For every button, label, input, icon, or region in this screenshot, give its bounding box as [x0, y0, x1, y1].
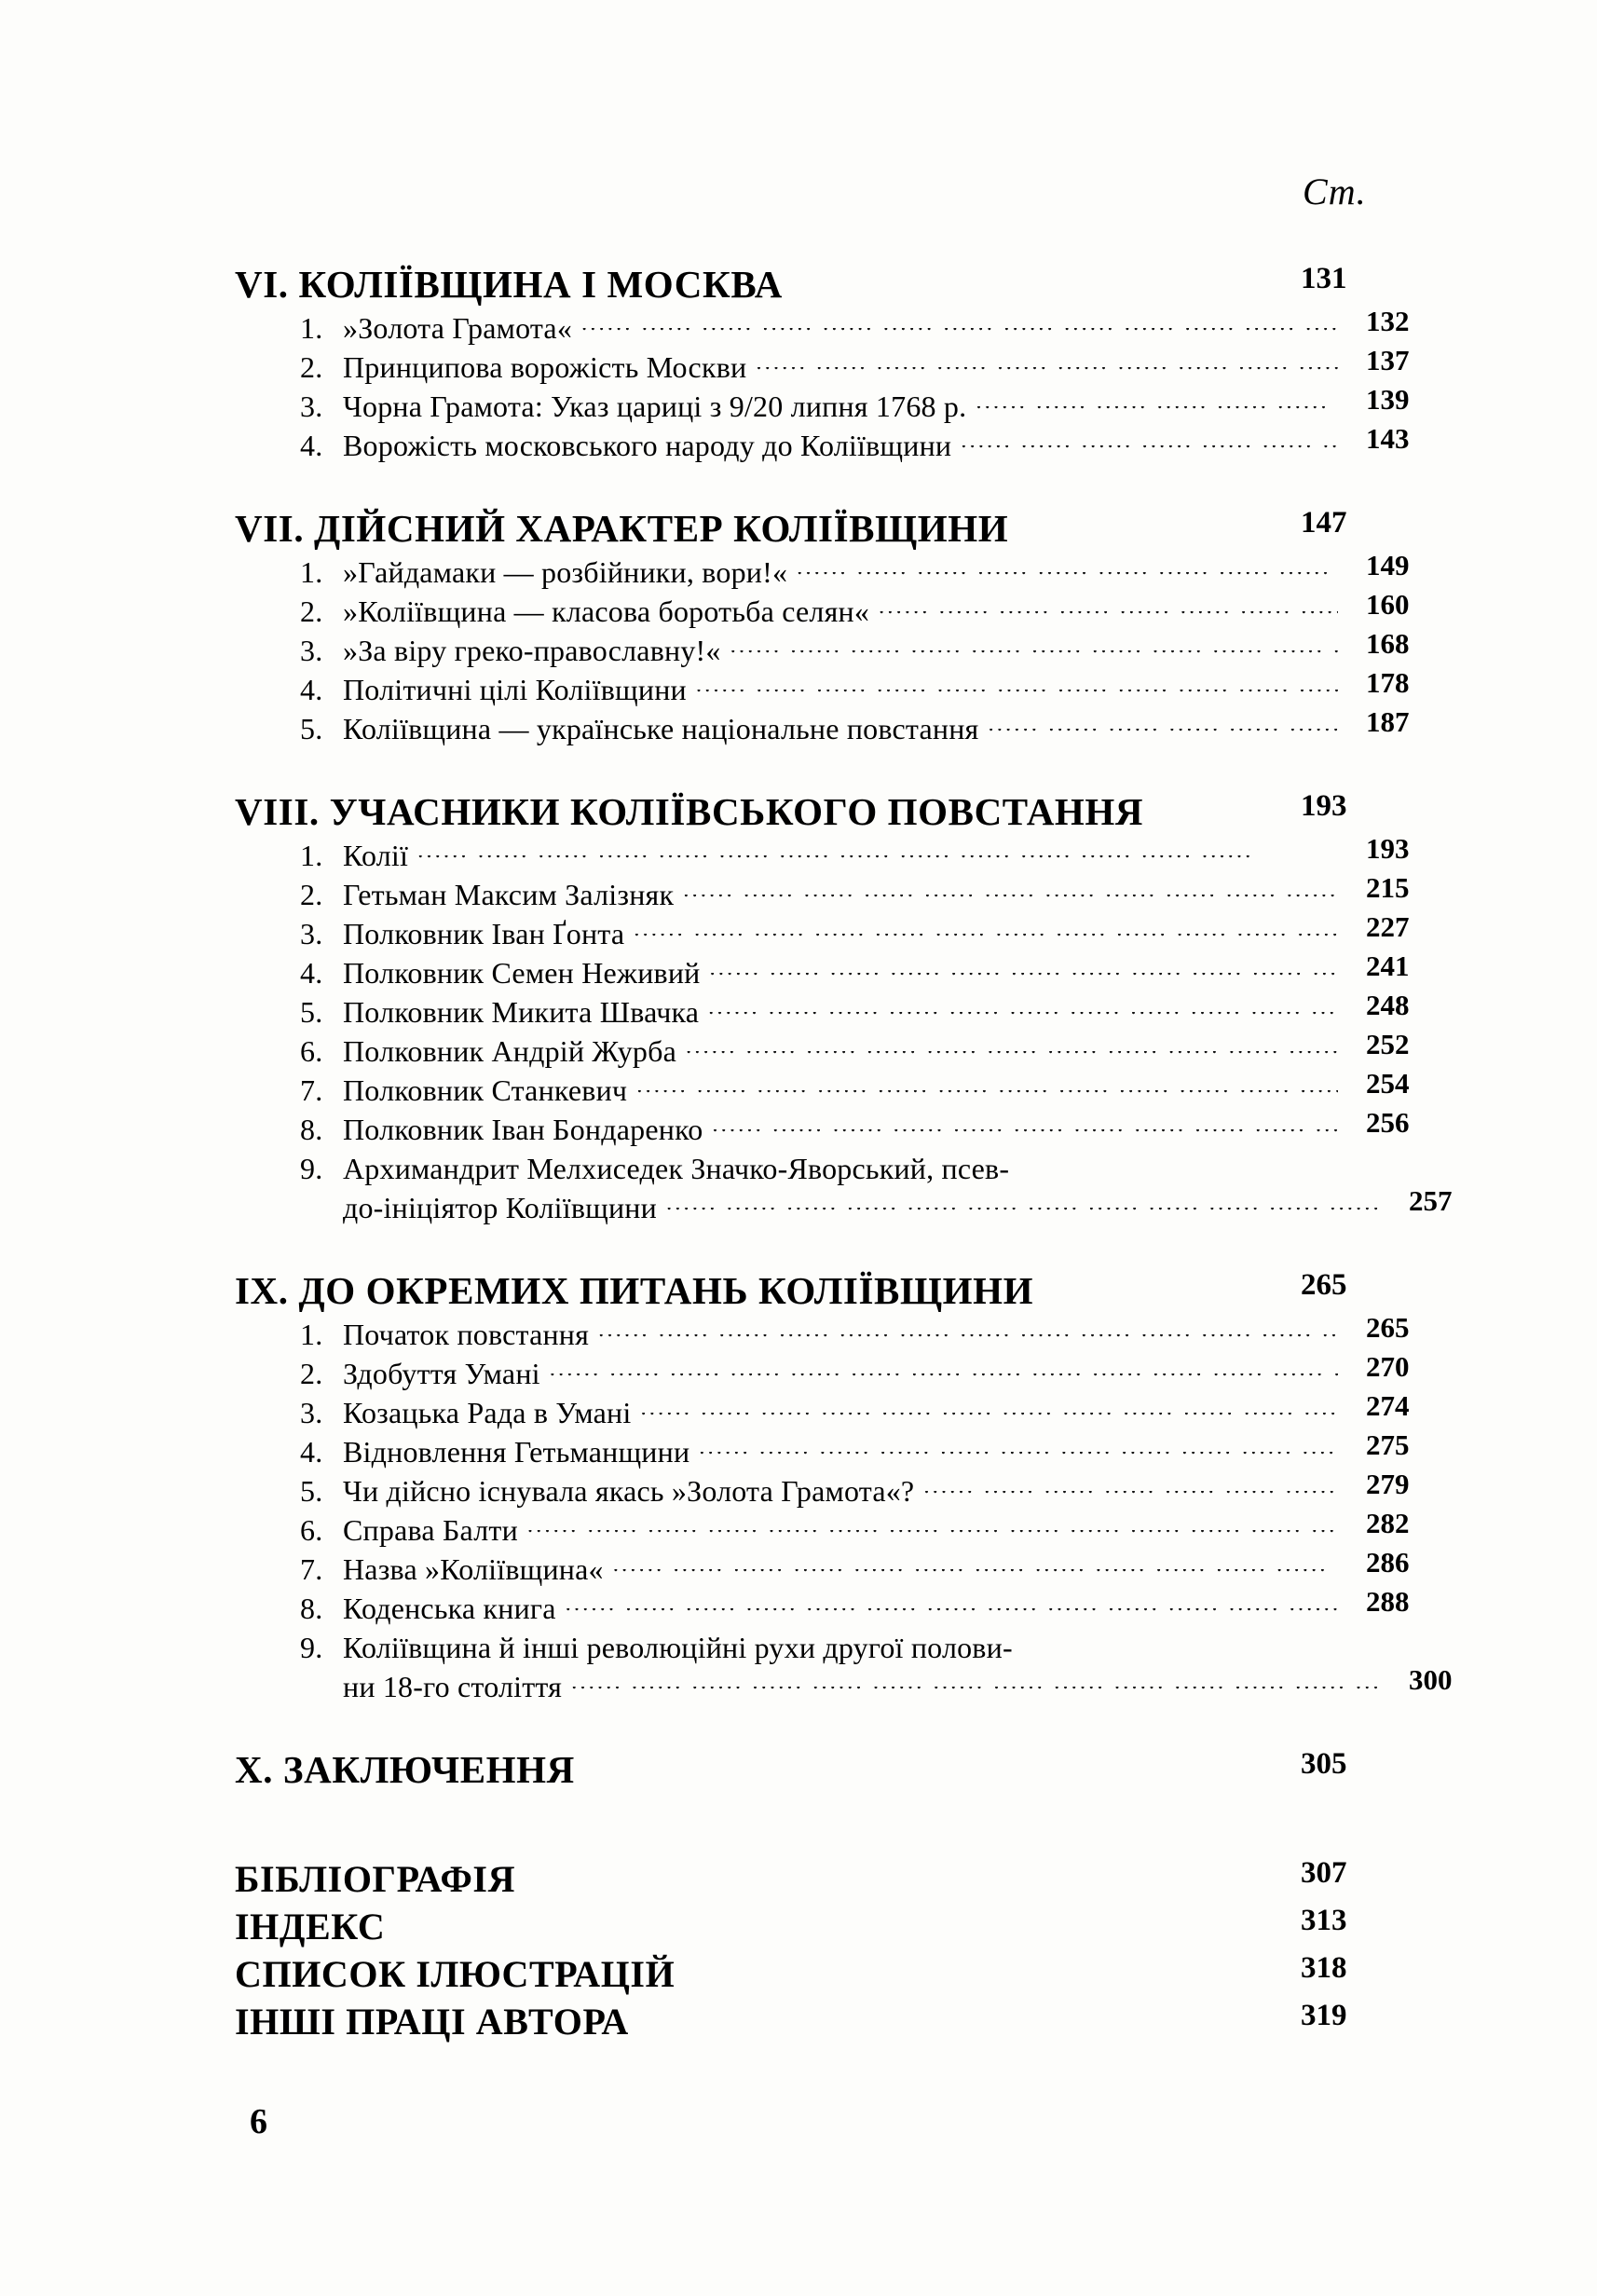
toc-item-label: 2. Принципова ворожість Москви [300, 350, 747, 384]
toc-section [235, 1739, 1383, 1789]
back-matter-row[interactable] [235, 1993, 1383, 2041]
toc-item-label: 4. Полковник Семен Неживий [300, 956, 701, 990]
folio-page-number: 6 [250, 2102, 267, 2141]
item-number: 9. [300, 1152, 323, 1185]
toc-item-label: 1. »Гайдамаки — розбійники, вори!« [300, 555, 788, 589]
toc-item-row[interactable] [235, 421, 1448, 460]
toc-item-row[interactable] [235, 665, 1448, 704]
toc-item-label: 2. »Коліївщина — класова боротьба селян« [300, 594, 870, 628]
toc-item-row[interactable] [235, 1506, 1448, 1545]
dot-leader [961, 445, 1338, 460]
dot-leader [566, 1608, 1338, 1623]
page-number: 193 [1366, 832, 1410, 865]
page-number: 313 [1301, 1904, 1347, 1937]
dot-leader [598, 1334, 1338, 1349]
back-matter-label: БІБЛІОГРАФІЯ [235, 1858, 516, 1900]
page-number: 307 [1301, 1856, 1347, 1890]
toc-item-row[interactable] [235, 1467, 1448, 1506]
item-number: 7. [300, 1073, 323, 1107]
toc-item-row[interactable] [235, 626, 1448, 665]
page-number: 147 [1301, 506, 1347, 540]
dot-leader [638, 2026, 1273, 2041]
dot-leader [666, 1208, 1381, 1223]
item-number: 4. [300, 956, 323, 990]
toc-item-row[interactable] [235, 587, 1448, 626]
toc-item-row[interactable] [235, 1545, 1448, 1584]
dot-leader [550, 1374, 1338, 1388]
back-matter-label: СПИСОК ІЛЮСТРАЦІЙ [235, 1953, 676, 1995]
item-number: 5. [300, 1474, 323, 1508]
toc-item-label: 5. Чи дійсно існувала якась »Золота Грамота«? [300, 1474, 915, 1508]
toc-item-row[interactable] [235, 704, 1448, 744]
page-number: 286 [1366, 1546, 1410, 1578]
item-number: 2. [300, 350, 323, 384]
dot-leader [584, 1774, 1273, 1789]
page-number: 143 [1366, 422, 1410, 455]
toc-item-row[interactable] [235, 1027, 1448, 1066]
dot-leader [696, 690, 1338, 704]
page-number: 132 [1366, 305, 1410, 337]
toc-item-row[interactable] [235, 1388, 1448, 1428]
toc-item-label: 4. Політичні цілі Коліївщини [300, 673, 687, 706]
page-number: 300 [1409, 1663, 1453, 1696]
item-number: 3. [300, 390, 323, 423]
back-matter-row[interactable] [235, 1946, 1383, 1993]
toc-item-row[interactable] [235, 1584, 1448, 1623]
toc-item-label: 9. Архимандрит Мелхиседек Значко-Яворський, псев- [300, 1152, 1010, 1185]
toc-item-label: 2. Гетьман Максим Залізняк [300, 878, 675, 911]
toc-item-label: 4. Відновлення Гетьманщини [300, 1435, 690, 1469]
toc-item-label: 6. Справа Балти [300, 1513, 518, 1547]
page-number: 270 [1366, 1350, 1410, 1383]
toc-item-row[interactable] [235, 382, 1448, 421]
dot-leader [613, 1569, 1338, 1584]
item-number: 6. [300, 1034, 323, 1068]
dot-leader [525, 1883, 1273, 1898]
dot-leader [879, 611, 1338, 626]
toc-item-row[interactable] [235, 1310, 1448, 1349]
page-number: 139 [1366, 383, 1410, 416]
toc-section [235, 781, 1453, 1224]
item-number: 4. [300, 673, 323, 706]
dot-leader [1022, 1647, 1338, 1662]
page-number: 160 [1366, 588, 1410, 621]
toc-item-continuation-label: до-ініціятор Коліївщини [343, 1191, 657, 1224]
toc-item-label: 5. Коліївщина — українське національне повстання [300, 712, 979, 745]
toc-item-row[interactable] [235, 1428, 1448, 1467]
dot-leader [1017, 533, 1273, 548]
chapter-heading-row[interactable] [235, 1260, 1383, 1310]
toc-item-row[interactable] [235, 1623, 1448, 1662]
item-number: 7. [300, 1552, 323, 1586]
toc-item-label: 9. Коліївщина й інші революційні рухи другої полови- [300, 1631, 1013, 1664]
dot-leader [417, 855, 1338, 870]
item-number: 4. [300, 429, 323, 462]
page-number: 275 [1366, 1428, 1410, 1461]
toc-item-row[interactable] [235, 870, 1448, 909]
toc-section [235, 1260, 1453, 1703]
item-number: 1. [300, 311, 323, 345]
back-matter-label: ІНДЕКС [235, 1906, 386, 1948]
toc-item-label: 2. Здобуття Умані [300, 1357, 540, 1390]
back-matter-row[interactable] [235, 1851, 1383, 1898]
dot-leader [988, 729, 1338, 744]
toc-item-label: 3. Чорна Грамота: Указ цариці з 9/20 липня 1768 р. [300, 390, 967, 423]
chapter-heading-row[interactable] [235, 498, 1383, 548]
page-number: 241 [1366, 950, 1410, 982]
chapter-title: VIII. УЧАСНИКИ КОЛІЇВСЬКОГО ПОВСТАННЯ [235, 790, 1144, 833]
chapter-heading-row[interactable] [235, 1739, 1383, 1789]
page-number: 252 [1366, 1028, 1410, 1060]
page-number: 319 [1301, 1999, 1347, 2032]
spacer [235, 1223, 1383, 1260]
item-number: 2. [300, 1357, 323, 1390]
dot-leader [571, 1687, 1381, 1702]
dot-leader [699, 1452, 1338, 1467]
page-number: 227 [1366, 910, 1410, 943]
toc-item-label: 1. Колії [300, 839, 409, 872]
page-number: 254 [1366, 1067, 1410, 1100]
dot-leader [756, 367, 1338, 382]
toc-item-row[interactable] [235, 548, 1448, 587]
page-number: 265 [1366, 1311, 1410, 1344]
toc-section [235, 253, 1410, 462]
page-number: 248 [1366, 989, 1410, 1021]
toc-item-continuation-row[interactable] [235, 1183, 1491, 1223]
dot-leader [730, 650, 1338, 665]
page-number: 193 [1301, 789, 1347, 823]
toc-item-label: 5. Полковник Микита Швачка [300, 995, 700, 1029]
item-number: 1. [300, 839, 323, 872]
page-number: 178 [1366, 666, 1410, 699]
chapter-title: IX. ДО ОКРЕМИХ ПИТАНЬ КОЛІЇВЩИНИ [235, 1269, 1034, 1312]
page-number: 256 [1366, 1106, 1410, 1139]
page-number: 257 [1409, 1184, 1453, 1217]
dot-leader [1018, 1168, 1338, 1183]
toc-item-label: 6. Полковник Андрій Журба [300, 1034, 677, 1068]
toc-item-row[interactable] [235, 343, 1448, 382]
item-number: 9. [300, 1631, 323, 1664]
page-number: 288 [1366, 1585, 1410, 1618]
dot-leader [683, 895, 1338, 909]
page-number: 305 [1301, 1747, 1347, 1781]
table-of-contents [235, 253, 1453, 2043]
dot-leader [1153, 816, 1273, 831]
page-number: 187 [1366, 705, 1410, 738]
toc-item-row[interactable] [235, 1066, 1448, 1105]
page-number: 149 [1366, 549, 1410, 581]
toc-item-label: 7. Назва »Коліївщина« [300, 1552, 604, 1586]
page-column-header: Ст. [1303, 171, 1367, 212]
chapter-heading-row[interactable] [235, 253, 1383, 304]
dot-leader [1043, 1295, 1273, 1310]
dot-leader [923, 1491, 1338, 1506]
back-matter-row[interactable] [235, 1898, 1383, 1946]
toc-item-row[interactable] [235, 909, 1448, 949]
toc-item-row[interactable] [235, 988, 1448, 1027]
back-matter-section [235, 1851, 1383, 2041]
chapter-title: VII. ДІЙСНИЙ ХАРАКТЕР КОЛІЇВЩИНИ [235, 507, 1009, 550]
dot-leader [684, 1978, 1273, 1993]
item-number: 3. [300, 634, 323, 667]
toc-item-row[interactable] [235, 949, 1448, 988]
dot-leader [710, 973, 1338, 988]
item-number: 4. [300, 1435, 323, 1469]
toc-item-row[interactable] [235, 1105, 1448, 1144]
toc-item-label: 8. Полковник Іван Бондаренко [300, 1113, 703, 1146]
spacer [235, 744, 1383, 781]
item-number: 1. [300, 1318, 323, 1351]
dot-leader [394, 1931, 1273, 1946]
spacer [235, 1789, 1383, 1851]
toc-item-continuation-label: ни 18-го століття [343, 1670, 563, 1703]
spacer [235, 460, 1383, 498]
toc-item-label: 1. »Золота Грамота« [300, 311, 573, 345]
toc-item-label: 4. Ворожість московського народу до Коліївщини [300, 429, 952, 462]
dot-leader [581, 328, 1338, 343]
dot-leader [527, 1530, 1338, 1545]
back-matter-label: ІНШІ ПРАЦІ АВТОРА [235, 2001, 629, 2043]
dot-leader [686, 1051, 1338, 1066]
dot-leader [634, 934, 1338, 949]
page-number: 137 [1366, 344, 1410, 376]
item-number: 2. [300, 878, 323, 911]
page-number: 282 [1366, 1507, 1410, 1539]
toc-item-label: 7. Полковник Станкевич [300, 1073, 628, 1107]
item-number: 1. [300, 555, 323, 589]
toc-item-row[interactable] [235, 831, 1448, 870]
page-number: 168 [1366, 627, 1410, 660]
item-number: 8. [300, 1592, 323, 1625]
chapter-heading-row[interactable] [235, 781, 1383, 831]
chapter-title: X. ЗАКЛЮЧЕННЯ [235, 1748, 575, 1791]
page-number: 265 [1301, 1268, 1347, 1302]
toc-item-row[interactable] [235, 1144, 1448, 1183]
dot-leader [636, 1090, 1338, 1105]
dot-leader [640, 1413, 1338, 1428]
toc-item-label: 3. Козацька Рада в Умані [300, 1396, 632, 1429]
item-number: 5. [300, 712, 323, 745]
page-number: 215 [1366, 871, 1410, 904]
page-number: 279 [1366, 1468, 1410, 1500]
toc-item-label: 1. Початок повстання [300, 1318, 590, 1351]
item-number: 2. [300, 594, 323, 628]
item-number: 5. [300, 995, 323, 1029]
dot-leader [976, 406, 1338, 421]
dot-leader [708, 1012, 1338, 1027]
page-number: 318 [1301, 1951, 1347, 1985]
dot-leader [797, 572, 1338, 587]
item-number: 3. [300, 1396, 323, 1429]
toc-section [235, 498, 1410, 745]
toc-item-label: 3. »За віру греко-православну!« [300, 634, 721, 667]
page-number: 131 [1301, 262, 1347, 295]
toc-item-continuation-row[interactable] [235, 1662, 1491, 1702]
spacer [235, 1702, 1383, 1739]
toc-item-label: 8. Коденська книга [300, 1592, 556, 1625]
dot-leader [792, 289, 1273, 304]
toc-item-row[interactable] [235, 304, 1448, 343]
item-number: 8. [300, 1113, 323, 1146]
item-number: 6. [300, 1513, 323, 1547]
toc-item-row[interactable] [235, 1349, 1448, 1388]
page-number: 274 [1366, 1389, 1410, 1422]
item-number: 3. [300, 917, 323, 950]
toc-item-label: 3. Полковник Іван Ґонта [300, 917, 625, 950]
dot-leader [712, 1129, 1338, 1144]
chapter-title: VI. КОЛІЇВЩИНА І МОСКВА [235, 263, 783, 306]
